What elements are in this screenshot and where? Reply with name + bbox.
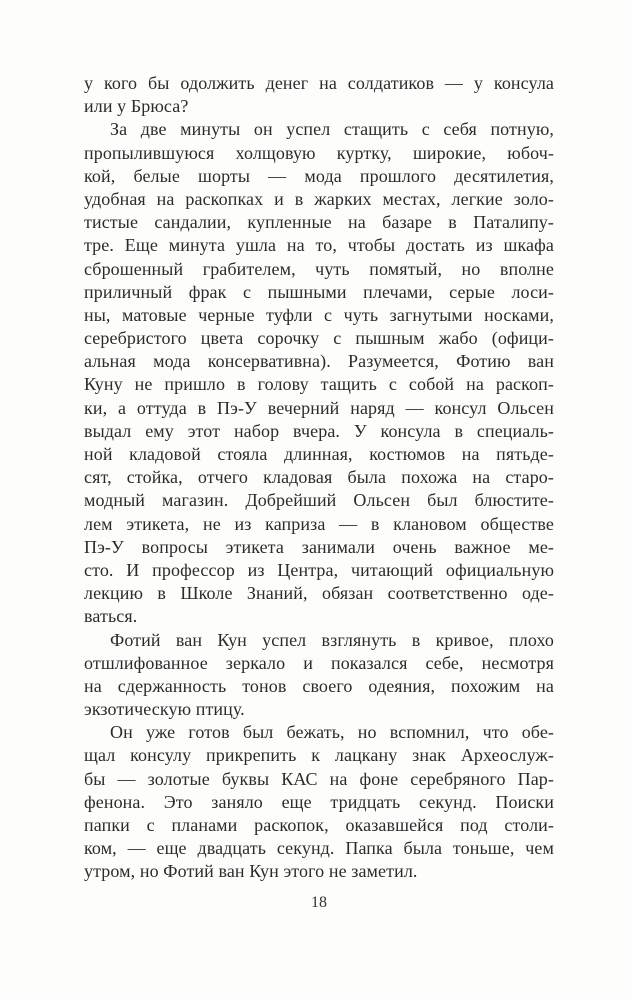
- paragraph: [84, 72, 554, 118]
- text-line: удобная на раскопках и в жарких местах, легкие золо-: [84, 188, 554, 209]
- text-line: сброшенный грабителем, чуть помятый, но вполне: [84, 258, 554, 279]
- text-line: приличный фрак с пышными плечами, серые лоси-: [84, 281, 554, 302]
- paragraph: [84, 629, 554, 722]
- text-line: ной кладовой стояла длинная, костюмов на пятьде-: [84, 444, 554, 464]
- text-line: сто. И профессор из Центра, читающий официальную: [84, 559, 554, 580]
- text-line: утром, но Фотий ван Кун этого не заметил.: [84, 861, 418, 882]
- text-line: у кого бы одолжить денег на солдатиков — у консула: [84, 73, 554, 93]
- text-line: За две минуты он успел стащить с себя потную,: [110, 119, 554, 140]
- text-line: модный магазин. Добрейший Ольсен был блюстите-: [84, 490, 554, 511]
- text-line: ки, а оттуда в Пэ-У вечерний наряд — консул Ольсен: [84, 397, 554, 418]
- text-line: папки с планами раскопок, оказавшейся под столи-: [84, 815, 554, 835]
- text-line: Куну не пришло в голову тащить с собой на раскоп-: [84, 374, 554, 395]
- text-line: отшлифованное зеркало и показался себе, несмотря: [84, 652, 554, 673]
- text-line: кой, белые шорты — мода прошлого десятилетия,: [84, 165, 554, 186]
- page-text: [84, 72, 554, 884]
- text-line: щал консулу прикрепить к лацкану знак Археослуж-: [84, 745, 554, 766]
- text-line: ваться.: [84, 606, 138, 627]
- text-line: лем этикета, не из каприза — в клановом обществе: [84, 513, 554, 534]
- text-line: сят, стойка, отчего кладовая была похожа на старо-: [84, 467, 554, 488]
- text-line: серебристого цвета сорочку с пышным жабо (офици-: [84, 328, 554, 349]
- text-line: ком, — еще двадцать секунд. Папка была тоньше, чем: [84, 838, 554, 859]
- page-number: 18: [311, 894, 327, 911]
- text-line: Он уже готов был бежать, но вспомнил, что обе-: [110, 722, 554, 743]
- text-line: экзотическую птицу.: [84, 699, 245, 720]
- text-line: Пэ-У вопросы этикета занимали очень важное ме-: [84, 536, 554, 557]
- text-line: тре. Еще минута ушла на то, чтобы достать из шкафа: [84, 235, 554, 256]
- text-line: ны, матовые черные туфли с чуть загнутыми носками,: [84, 304, 554, 325]
- text-line: бы — золотые буквы КАС на фоне серебряного Пар-: [84, 768, 554, 789]
- text-line: альная мода консервативна). Разумеется, Фотию ван: [84, 351, 554, 372]
- paragraph: [84, 118, 554, 628]
- paragraph: [84, 721, 554, 883]
- text-line: выдал ему этот набор вчера. У консула в специаль-: [84, 420, 554, 441]
- text-line: пропылившуюся холщовую куртку, широкие, юбоч-: [84, 142, 554, 163]
- text-line: на сдержанность тонов своего одеяния, похожим на: [84, 675, 554, 696]
- text-line: лекцию в Школе Знаний, обязан соответственно оде-: [84, 583, 554, 604]
- text-line: или у Брюса?: [84, 96, 189, 117]
- text-line: Фотий ван Кун успел взглянуть в кривое, плохо: [110, 629, 554, 650]
- text-line: фенона. Это заняло еще тридцать секунд. Поиски: [84, 791, 554, 812]
- text-line: тистые сандалии, купленные на базаре в Паталипу-: [84, 212, 554, 233]
